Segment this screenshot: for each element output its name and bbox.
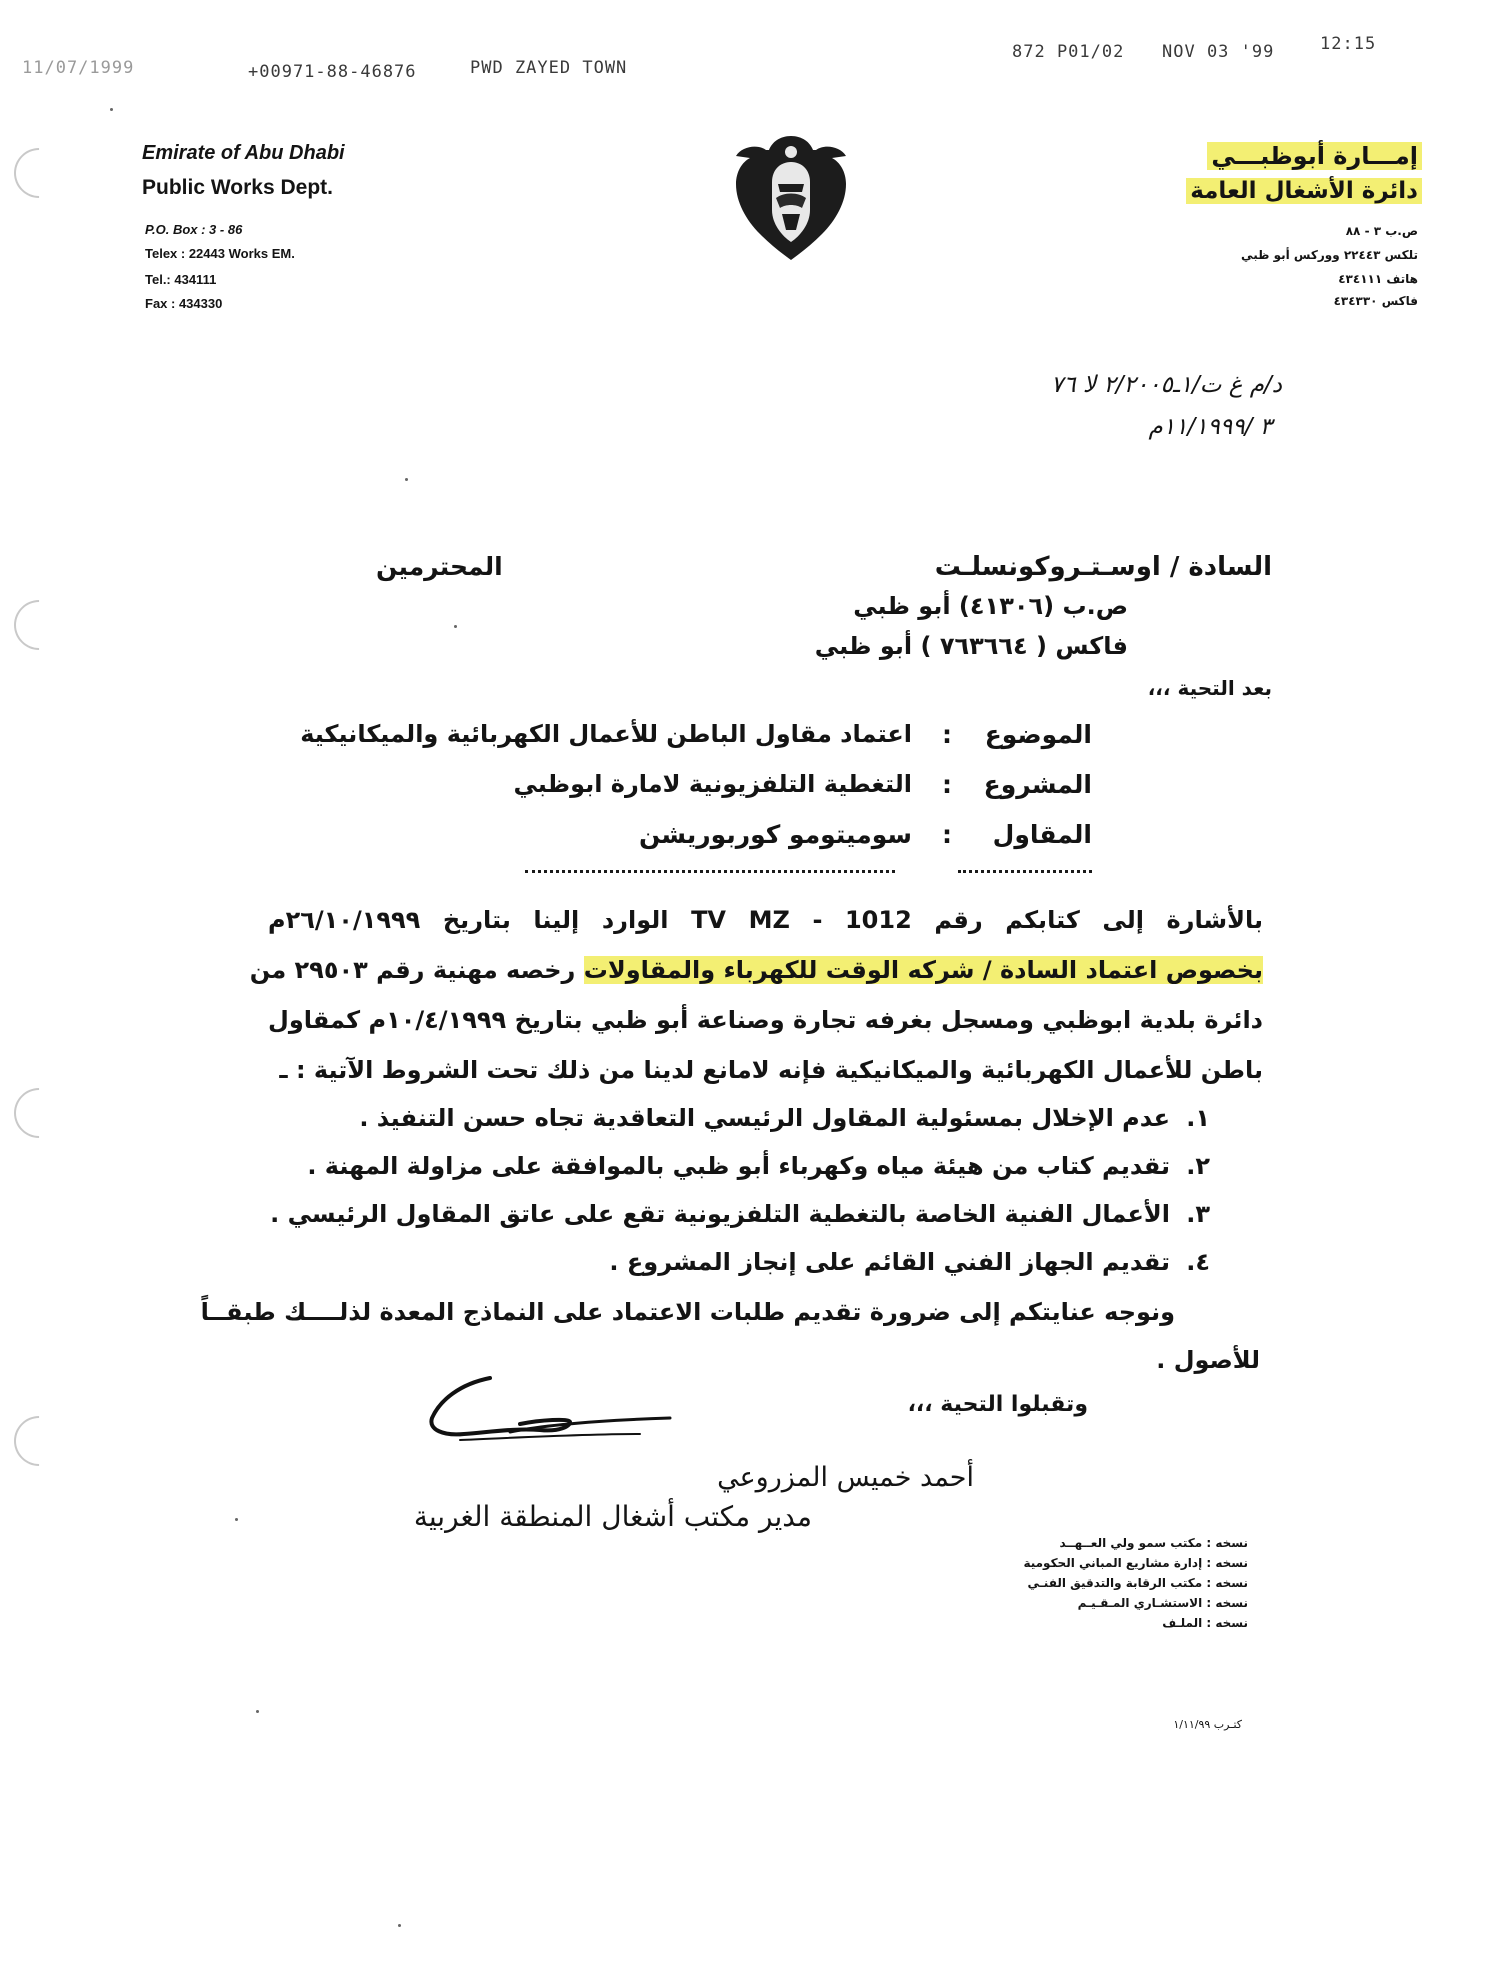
scan-speck xyxy=(256,1710,259,1713)
condition-text: عدم الإخلال بمسئولية المقاول الرئيسي التعاقدية تجاه حسن التنفيذ . xyxy=(359,1104,1170,1132)
closing-line-2: للأصول . xyxy=(1156,1346,1260,1374)
body-line-4: باطن للأعمال الكهربائية والميكانيكية فإنه لامانع لدينا من ذلك تحت الشروط الآتية : ـ xyxy=(279,1056,1263,1084)
dotted-rule-value xyxy=(525,870,895,873)
copy-recipient: نسخه : مكتب الرقابة والتدقيق الفنـي xyxy=(1027,1576,1248,1590)
letterhead-en-telex: Telex : 22443 Works EM. xyxy=(145,246,295,261)
closing-line-1: ونوجه عنايتكم إلى ضرورة تقديم طلبات الاعتماد على النماذج المعدة لذلــــك طبقــاً xyxy=(200,1298,1175,1326)
signatory-title: مدير مكتب أشغال المنطقة الغربية xyxy=(413,1500,812,1533)
subject-value: اعتماد مقاول الباطن للأعمال الكهربائية والميكانيكية xyxy=(300,720,912,748)
condition-number: ٣. xyxy=(1186,1200,1210,1228)
punch-hole-mark xyxy=(4,1406,75,1477)
letterhead-ar-tel: هاتف ٤٣٤١١١ xyxy=(1338,272,1418,286)
reference-number: د/م غ ت/١ـ٢/٢٠٠٥ لا ٧٦ xyxy=(1050,372,1282,398)
scan-speck xyxy=(398,1924,401,1927)
subject-colon: : xyxy=(942,720,952,749)
scan-speck xyxy=(405,478,408,481)
addressee-name: السادة / اوسـتـروكونسلـت xyxy=(934,552,1272,582)
copy-recipient: نسخه : الملـف xyxy=(1162,1616,1248,1630)
condition-text: تقديم الجهاز الفني القائم على إنجاز المشروع . xyxy=(609,1248,1170,1276)
condition-number: ٢. xyxy=(1186,1152,1210,1180)
footer-code: كتـرب ١/١١/٩٩ xyxy=(1173,1718,1242,1731)
dotted-rule-label xyxy=(958,870,1092,873)
fax-date: NOV 03 '99 xyxy=(1162,42,1275,62)
emirate-emblem-icon xyxy=(728,132,854,264)
copy-recipient: نسخه : الاستشـاري المـقـيـم xyxy=(1077,1596,1248,1610)
fax-page-info: 872 P01/02 xyxy=(1012,42,1125,62)
punch-hole-mark xyxy=(4,138,75,209)
letterhead-en-dept: Public Works Dept. xyxy=(142,176,333,199)
condition-text: الأعمال الفنية الخاصة بالتغطية التلفزيونية تقع على عاتق المقاول الرئيسي . xyxy=(270,1200,1170,1228)
signatory-name: أحمد خميس المزروعي xyxy=(717,1462,974,1493)
body-line-2-rest: رخصه مهنية رقم ٢٩٥٠٣ من xyxy=(249,956,576,984)
scan-speck xyxy=(454,625,457,628)
fax-time: 12:15 xyxy=(1320,34,1377,54)
project-value: التغطية التلفزيونية لامارة ابوظبي xyxy=(513,770,912,798)
fax-number: +00971-88-46876 xyxy=(248,62,417,82)
fax-sender: PWD ZAYED TOWN xyxy=(470,58,628,78)
reference-date: ٣ /١١/١٩٩٩م xyxy=(1148,414,1272,440)
condition-number: ٤. xyxy=(1186,1248,1210,1276)
condition-text: تقديم كتاب من هيئة مياه وكهرباء أبو ظبي بالموافقة على مزاولة المهنة . xyxy=(307,1152,1170,1180)
scan-speck xyxy=(235,1518,238,1521)
greeting: بعد التحية ،،، xyxy=(1147,676,1272,700)
copy-recipient: نسخه : مكتب سمو ولي العــهــد xyxy=(1059,1536,1248,1550)
condition-number: ١. xyxy=(1186,1104,1210,1132)
letterhead-en-tel: Tel.: 434111 xyxy=(145,272,217,287)
letterhead-en-pobox: P.O. Box : 3 - 86 xyxy=(145,222,243,237)
scan-speck xyxy=(110,108,113,111)
body-line-3: دائرة بلدية ابوظبي ومسجل بغرفه تجارة وصناعة أبو ظبي بتاريخ ١٠/٤/١٩٩٩م كمقاول xyxy=(268,1006,1263,1034)
letterhead-ar-dept: دائرة الأشغال العامة xyxy=(1186,178,1422,204)
signature-icon xyxy=(420,1370,680,1452)
letterhead-en-emirate: Emirate of Abu Dhabi xyxy=(142,142,345,164)
letterhead-ar-pobox: ص.ب ٣ - ٨٨ xyxy=(1345,224,1418,238)
body-line-2 xyxy=(249,956,1263,984)
project-colon: : xyxy=(942,770,952,799)
subject-label: الموضوع xyxy=(984,720,1092,749)
copy-recipient: نسخه : إدارة مشاريع المباني الحكومية xyxy=(1023,1556,1248,1570)
project-label: المشروع xyxy=(983,770,1092,799)
punch-hole-mark xyxy=(4,1078,75,1149)
valediction: وتقبلوا التحية ،،، xyxy=(907,1392,1088,1417)
letterhead-en-fax: Fax : 434330 xyxy=(145,296,223,311)
addressee-pobox: ص.ب (٤١٣٠٦) أبو ظبي xyxy=(853,592,1128,620)
punch-hole-mark xyxy=(4,590,75,661)
contractor-label: المقاول xyxy=(992,820,1092,849)
fax-header-partial: 11/07/1999 xyxy=(22,58,135,78)
contractor-colon: : xyxy=(942,820,952,849)
body-line-2-highlight: بخصوص اعتماد السادة / شركه الوقت للكهرباء والمقاولات xyxy=(583,956,1263,984)
addressee-honorific: المحترمين xyxy=(376,552,503,581)
letterhead-ar-emirate: إمـــارة أبوظبـــي xyxy=(1207,142,1422,170)
body-line-1: بالأشارة إلى كتابكم رقم TV MZ - 1012 الوارد إلينا بتاريخ ٢٦/١٠/١٩٩٩م xyxy=(268,906,1264,934)
letterhead-ar-fax: فاكس ٤٣٤٣٣٠ xyxy=(1333,294,1418,308)
letterhead-ar-telex: تلكس ٢٢٤٤٣ ووركس أبو ظبي xyxy=(1241,248,1418,262)
addressee-fax: فاكس ( ٧٦٣٦٦٤ ) أبو ظبي xyxy=(814,632,1128,660)
contractor-value: سوميتومو كوربوريشن xyxy=(638,820,912,849)
